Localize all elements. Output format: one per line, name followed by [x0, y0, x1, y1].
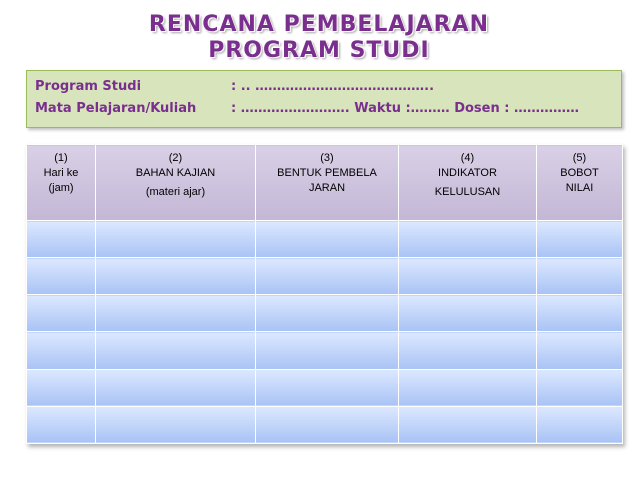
lesson-plan-table [26, 144, 623, 444]
table-cell[interactable] [256, 258, 399, 295]
course-row [35, 101, 579, 116]
table-cell[interactable] [27, 406, 96, 443]
table-cell[interactable] [399, 295, 537, 332]
table-row [27, 295, 623, 332]
table-cell[interactable] [256, 369, 399, 406]
table-row [27, 369, 623, 406]
table-cell[interactable] [96, 332, 256, 369]
program-row [35, 79, 434, 94]
program-label: Program Studi [35, 79, 142, 94]
page-title: RENCANA PEMBELAJARAN [148, 12, 490, 37]
table-row [27, 406, 623, 443]
table-cell[interactable] [537, 295, 623, 332]
course-label: Mata Pelajaran/Kuliah [35, 101, 197, 116]
table-cell[interactable] [27, 258, 96, 295]
table-cell[interactable] [96, 406, 256, 443]
table-cell[interactable] [96, 221, 256, 258]
page-subtitle: PROGRAM STUDI [208, 38, 430, 63]
table-row [27, 258, 623, 295]
table-cell[interactable] [96, 369, 256, 406]
table-cell[interactable] [27, 369, 96, 406]
course-value: : ……………………. Waktu :……… Dosen : …………… [231, 101, 579, 116]
table-cell[interactable] [537, 221, 623, 258]
table-cell[interactable] [537, 406, 623, 443]
header-day: (1) Hari ke (jam) [27, 145, 96, 221]
table-cell[interactable] [399, 406, 537, 443]
header-weight: (5) BOBOT NILAI [537, 145, 623, 221]
table-cell[interactable] [399, 221, 537, 258]
table-cell[interactable] [399, 258, 537, 295]
table-cell[interactable] [27, 332, 96, 369]
table-cell[interactable] [96, 258, 256, 295]
table-cell[interactable] [537, 258, 623, 295]
info-box [26, 70, 622, 128]
program-value: : .. ………………………………….. [231, 79, 435, 94]
table-cell[interactable] [27, 295, 96, 332]
header-material: (2) BAHAN KAJIAN (materi ajar) [96, 145, 256, 221]
table-header-row [27, 145, 623, 221]
table-cell[interactable] [399, 369, 537, 406]
table-row [27, 221, 623, 258]
table-cell[interactable] [27, 221, 96, 258]
table-cell[interactable] [256, 221, 399, 258]
table-cell[interactable] [537, 332, 623, 369]
header-learning-form: (3) BENTUK PEMBELA JARAN [256, 145, 399, 221]
table-row [27, 332, 623, 369]
table-cell[interactable] [256, 332, 399, 369]
table-cell[interactable] [256, 406, 399, 443]
table-cell[interactable] [537, 369, 623, 406]
header-indicator: (4) INDIKATOR KELULUSAN [399, 145, 537, 221]
table-cell[interactable] [399, 332, 537, 369]
table-cell[interactable] [256, 295, 399, 332]
table-cell[interactable] [96, 295, 256, 332]
